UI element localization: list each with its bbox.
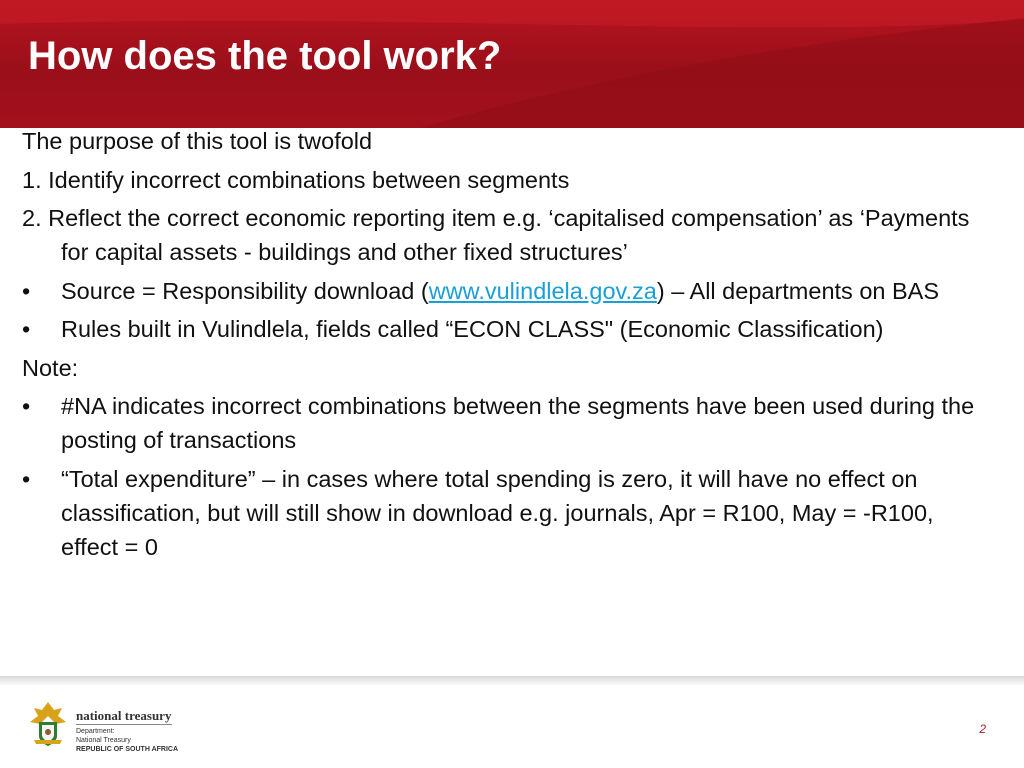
org-line-department: Department:: [76, 728, 115, 735]
bullet-total-expenditure: [22, 462, 997, 564]
coat-of-arms-logo: [28, 700, 68, 748]
org-name-rule: [76, 724, 172, 725]
page-title: How does the tool work?: [28, 34, 502, 78]
org-line-republic: REPUBLIC OF SOUTH AFRICA: [76, 746, 179, 753]
vulindlela-link[interactable]: www.vulindlela.gov.za: [428, 277, 657, 304]
bullet-marker: •: [22, 393, 31, 419]
source-text-after: ) – All departments on BAS: [656, 277, 940, 304]
bullet-total-expenditure-text: “Total expenditure” – in cases where total spending is zero, it will have no effect on classification, but will still show in download e.g. journals, Apr = R100, May = -R100, effect = 0: [61, 465, 934, 560]
bullet-na: [22, 389, 997, 457]
title-banner: [0, 0, 1024, 128]
org-name: national treasury: [76, 708, 172, 723]
slide-body: [22, 124, 997, 568]
footer: [0, 686, 1024, 768]
org-line-treasury: National Treasury: [76, 737, 131, 744]
numbered-item-2: 2. Reflect the correct economic reporting item e.g. ‘capitalised compensation’ as ‘Payments for capital assets - buildings and other fixed structures’: [22, 205, 970, 265]
page-number: 2: [979, 722, 986, 736]
numbered-item-1: 1. Identify incorrect combinations between segments: [22, 166, 570, 193]
bullet-rules-text: Rules built in Vulindlela, fields called “ECON CLASS" (Economic Classification): [61, 316, 884, 342]
bullet-source-text: [61, 274, 997, 308]
bullet-marker: •: [22, 277, 31, 304]
footer-divider: [0, 676, 1024, 686]
bullet-marker: •: [22, 316, 31, 342]
bullet-marker: •: [22, 465, 31, 492]
intro-text: The purpose of this tool is twofold: [22, 128, 373, 154]
source-text-before: Source = Responsibility download (: [61, 277, 429, 304]
bullet-source: [22, 274, 997, 308]
bullet-na-text: #NA indicates incorrect combinations between the segments have been used during the posting of transactions: [61, 393, 975, 453]
bullet-rules: [22, 312, 997, 346]
note-label: Note:: [22, 354, 79, 381]
